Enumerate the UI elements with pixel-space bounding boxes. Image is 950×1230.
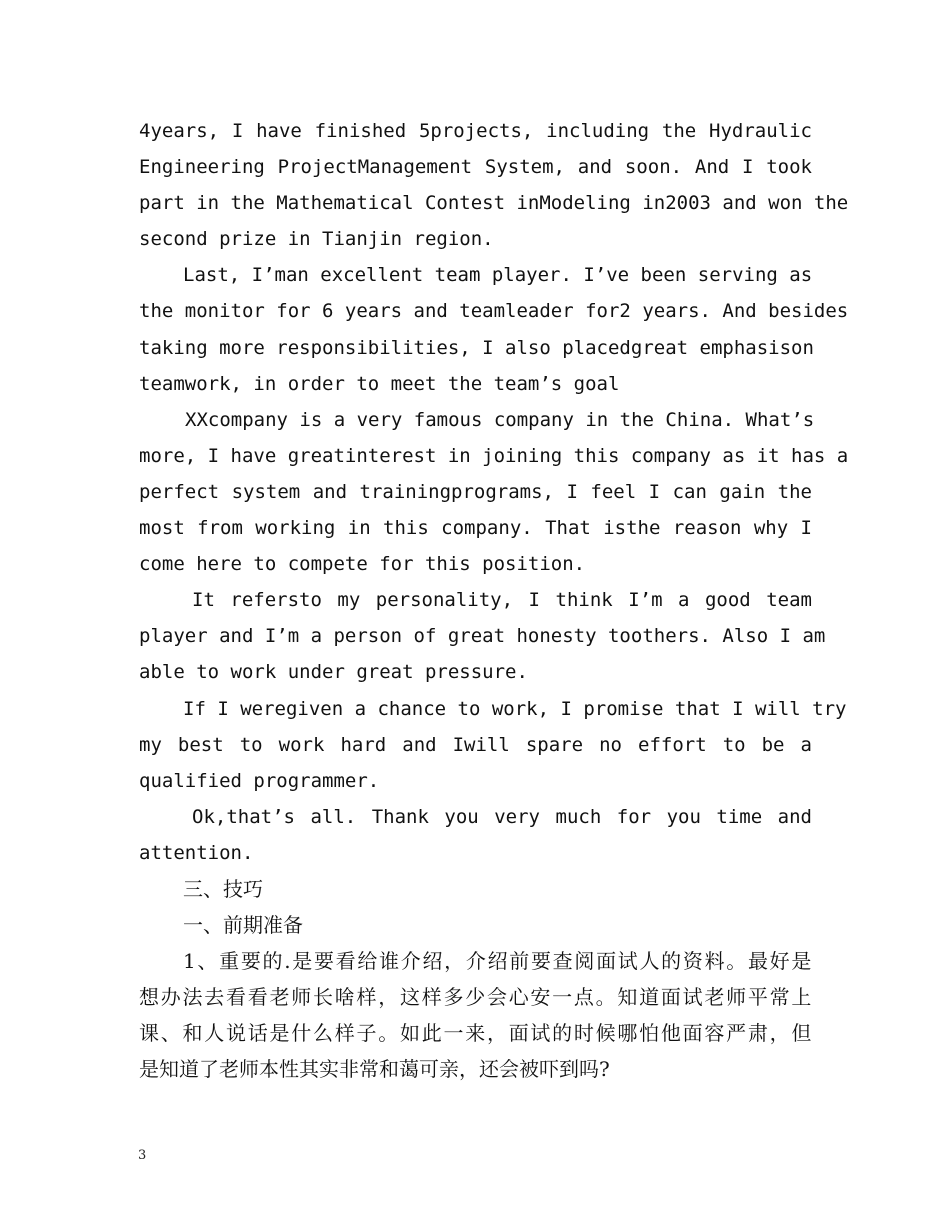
text-line: more, I have greatinterest in joining this company as it has a bbox=[139, 444, 849, 467]
subsection-heading: 一、前期准备 bbox=[183, 913, 303, 938]
text-line: most from working in this company. That isthe reason why I bbox=[139, 517, 812, 540]
text-line: 1、重要的.是要看给谁介绍，介绍前要查阅面试人的资料。最好是 bbox=[183, 949, 812, 974]
text-line: It refersto my personality, I think I’m a good team bbox=[192, 589, 812, 612]
page-body bbox=[139, 113, 849, 1088]
text-line: part in the Mathematical Contest inModeling in2003 and won the bbox=[139, 192, 849, 215]
text-line: XXcompany is a very famous company in the China. What’s bbox=[185, 408, 815, 431]
text-line: If I weregiven a chance to work, I promise that I will try bbox=[183, 697, 847, 720]
page-number: 3 bbox=[138, 1148, 147, 1163]
text-line: 课、和人说话是什么样子。如此一来，面试的时候哪怕他面容严肃，但 bbox=[139, 1021, 812, 1046]
text-line: perfect system and trainingprograms, I feel I can gain the bbox=[139, 480, 812, 503]
section-heading: 三、技巧 bbox=[183, 876, 263, 901]
text-line: player and I’m a person of great honesty toothers. Also I am bbox=[139, 625, 826, 648]
text-line: come here to compete for this position. bbox=[139, 553, 586, 576]
text-line: attention. bbox=[139, 841, 254, 864]
text-line: 是知道了老师本性其实非常和蔼可亲，还会被吓到吗? bbox=[139, 1057, 610, 1082]
text-line: qualified programmer. bbox=[139, 769, 380, 792]
text-line: able to work under great pressure. bbox=[139, 661, 528, 684]
text-line: second prize in Tianjin region. bbox=[139, 228, 494, 251]
text-line: Last, I’man excellent team player. I’ve been serving as bbox=[183, 264, 813, 287]
text-line: the monitor for 6 years and teamleader for2 years. And besides bbox=[139, 300, 849, 323]
text-line: my best to work hard and Iwill spare no effort to be a bbox=[139, 733, 812, 756]
text-line: taking more responsibilities, I also placedgreat emphasison bbox=[139, 336, 814, 359]
text-line: teamwork, in order to meet the team’s goal bbox=[139, 372, 620, 395]
text-line: Engineering ProjectManagement System, and soon. And I took bbox=[139, 156, 812, 179]
text-line: 想办法去看看老师长啥样，这样多少会心安一点。知道面试老师平常上 bbox=[139, 985, 812, 1010]
text-line: Ok,that’s all. Thank you very much for you time and bbox=[192, 805, 812, 828]
text-line: 4years, I have finished 5projects, including the Hydraulic bbox=[139, 120, 812, 142]
